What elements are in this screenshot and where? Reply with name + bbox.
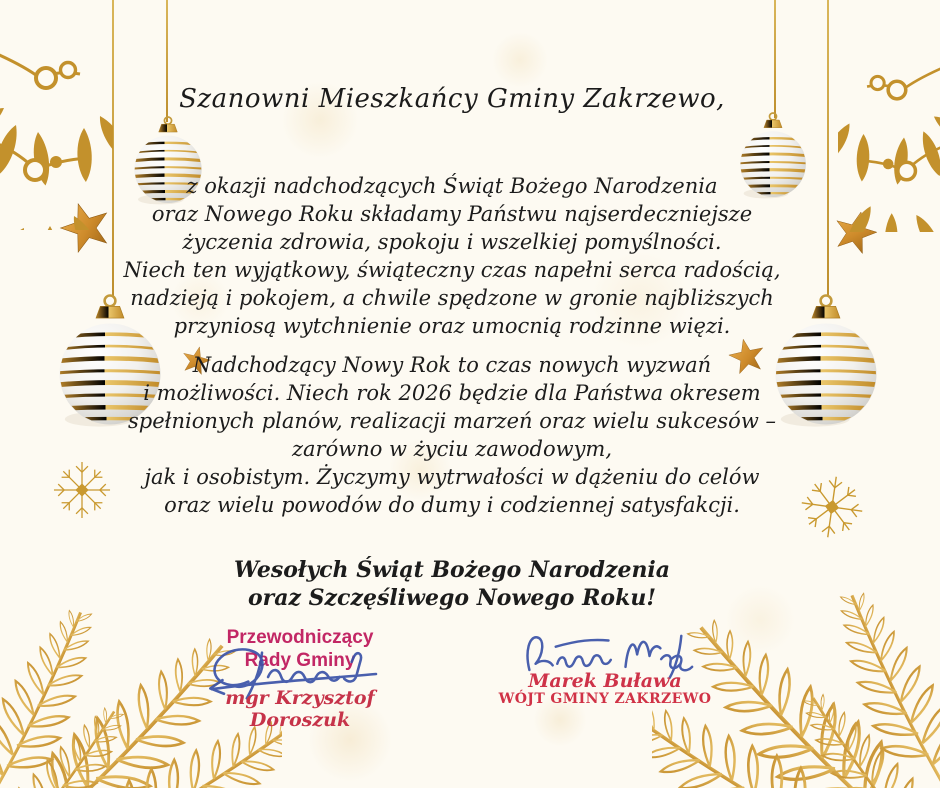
closing-wishes <box>0 556 922 612</box>
text-line: Wesołych Świąt Bożego Narodzenia <box>233 557 671 583</box>
text-line: jak i osobistym. Życzymy wytrwałości w dążeniu do celów <box>144 465 760 489</box>
text-line: z okazji nadchodzących Świąt Bożego Narodzenia <box>186 174 718 198</box>
text-line: Niech ten wyjątkowy, świąteczny czas napełni serca radością, <box>123 258 781 282</box>
signature-right-name: Marek Buława <box>528 670 682 692</box>
text-line: oraz wielu powodów do dumy i codziennej satysfakcji. <box>164 493 740 517</box>
page-title: Szanowni Mieszkańcy Gminy Zakrzewo, <box>179 84 725 114</box>
text-line: nadzieją i pokojem, a chwile spędzone w gronie najbliższych <box>130 286 774 310</box>
text-line: przyniosą wytchnienie oraz umocnią rodzinne więzi. <box>173 314 731 338</box>
paragraph-new-year <box>0 351 922 519</box>
paragraph-wishes-1 <box>0 172 922 256</box>
role-line: Rady Gminy <box>244 650 356 671</box>
text-line: i możliwości. Niech rok 2026 będzie dla Państwa okresem <box>143 381 761 405</box>
signature-right-role: WÓJT GMINY ZAKRZEWO <box>498 691 712 707</box>
text-line: życzenia zdrowia, spokoju i wszelkiej pomyślności. <box>182 230 722 254</box>
signature-left-name: mgr Krzysztof Doroszuk <box>225 687 375 731</box>
paragraph-wishes-2 <box>0 256 922 340</box>
role-line: Przewodniczący <box>226 627 374 648</box>
text-line: spełnionych planów, realizacji marzeń oraz wielu sukcesów – <box>128 409 776 433</box>
text-line: zarówno w życiu zawodowym, <box>291 437 613 461</box>
text-line: oraz Szczęśliwego Nowego Roku! <box>248 585 656 611</box>
text-line: Nadchodzący Nowy Rok to czas nowych wyzwań <box>192 353 712 377</box>
text-line: oraz Nowego Roku składamy Państwu najserdeczniejsze <box>151 202 753 226</box>
